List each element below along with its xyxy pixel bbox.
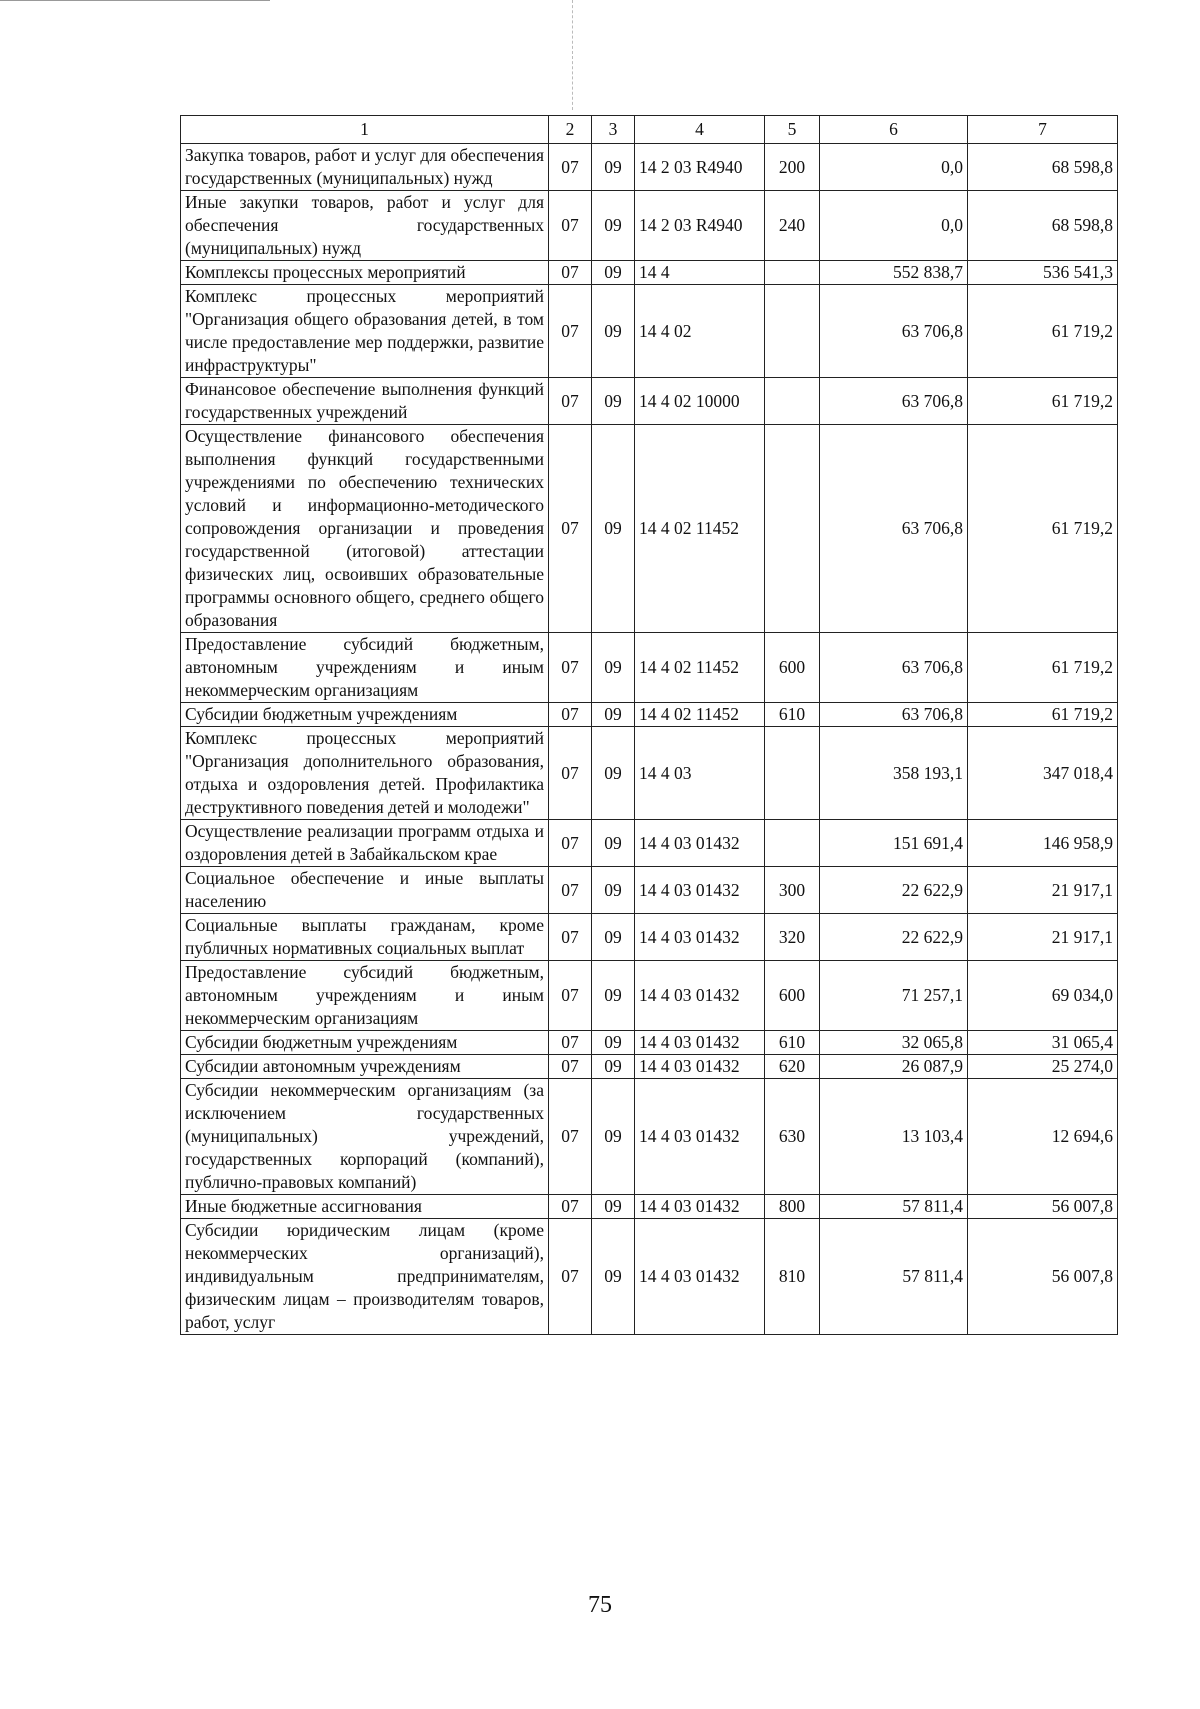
table-row: [181, 285, 1118, 378]
target-article-code: 14 4 03 01432: [635, 1055, 765, 1079]
amount-col-6: 22 622,9: [820, 914, 968, 961]
subsection-code: 09: [592, 1219, 635, 1335]
row-name: Субсидии бюджетным учреждениям: [181, 703, 549, 727]
subsection-code: 09: [592, 425, 635, 633]
row-name: Комплекс процессных мероприятий "Организация дополнительного образования, отдыха и оздоровления детей. Профилактика деструктивного поведения детей и молодежи": [181, 727, 549, 820]
row-name: Комплексы процессных мероприятий: [181, 261, 549, 285]
target-article-code: 14 4 03 01432: [635, 1031, 765, 1055]
section-code: 07: [549, 1195, 592, 1219]
section-code: 07: [549, 261, 592, 285]
target-article-code: 14 4 03 01432: [635, 867, 765, 914]
subsection-code: 09: [592, 727, 635, 820]
target-article-code: 14 4 02 11452: [635, 703, 765, 727]
row-name: Субсидии бюджетным учреждениям: [181, 1031, 549, 1055]
amount-col-7: 347 018,4: [968, 727, 1118, 820]
table-row: [181, 1079, 1118, 1195]
amount-col-6: 13 103,4: [820, 1079, 968, 1195]
amount-col-6: 358 193,1: [820, 727, 968, 820]
amount-col-7: 56 007,8: [968, 1195, 1118, 1219]
table-row: [181, 867, 1118, 914]
target-article-code: 14 4 02 11452: [635, 633, 765, 703]
subsection-code: 09: [592, 1195, 635, 1219]
amount-col-7: 56 007,8: [968, 1219, 1118, 1335]
budget-table: [180, 115, 1118, 1335]
amount-col-6: 57 811,4: [820, 1219, 968, 1335]
amount-col-7: 61 719,2: [968, 378, 1118, 425]
row-name: Субсидии юридическим лицам (кроме некоммерческих организаций), индивидуальным предпринимателям, физическим лицам – производителям товаров, работ, услуг: [181, 1219, 549, 1335]
amount-col-7: 25 274,0: [968, 1055, 1118, 1079]
amount-col-7: 146 958,9: [968, 820, 1118, 867]
target-article-code: 14 4: [635, 261, 765, 285]
section-code: 07: [549, 727, 592, 820]
section-code: 07: [549, 961, 592, 1031]
amount-col-7: 31 065,4: [968, 1031, 1118, 1055]
target-article-code: 14 2 03 R4940: [635, 144, 765, 191]
expense-type-code: 610: [765, 703, 820, 727]
expense-type-code: 200: [765, 144, 820, 191]
expense-type-code: [765, 378, 820, 425]
page-number: 75: [588, 1592, 612, 1618]
row-name: Финансовое обеспечение выполнения функций государственных учреждений: [181, 378, 549, 425]
amount-col-6: 0,0: [820, 191, 968, 261]
subsection-code: 09: [592, 820, 635, 867]
row-name: Предоставление субсидий бюджетным, автономным учреждениям и иным некоммерческим организациям: [181, 633, 549, 703]
section-code: 07: [549, 703, 592, 727]
amount-col-6: 32 065,8: [820, 1031, 968, 1055]
section-code: 07: [549, 867, 592, 914]
scan-edge-line: [0, 0, 270, 1]
target-article-code: 14 4 03: [635, 727, 765, 820]
row-name: Осуществление реализации программ отдыха и оздоровления детей в Забайкальском крае: [181, 820, 549, 867]
amount-col-6: 63 706,8: [820, 633, 968, 703]
expense-type-code: [765, 425, 820, 633]
row-name: Субсидии некоммерческим организациям (за исключением государственных (муниципальных) учреждений, государственных корпораций (компаний), публично-правовых компаний): [181, 1079, 549, 1195]
header-col-5: 5: [765, 116, 820, 144]
target-article-code: 14 4 03 01432: [635, 1079, 765, 1195]
table-row: [181, 1195, 1118, 1219]
header-col-6: 6: [820, 116, 968, 144]
header-col-4: 4: [635, 116, 765, 144]
subsection-code: 09: [592, 1055, 635, 1079]
amount-col-7: 21 917,1: [968, 914, 1118, 961]
section-code: 07: [549, 144, 592, 191]
target-article-code: 14 4 03 01432: [635, 914, 765, 961]
row-name: Социальные выплаты гражданам, кроме публичных нормативных социальных выплат: [181, 914, 549, 961]
amount-col-7: 536 541,3: [968, 261, 1118, 285]
section-code: 07: [549, 378, 592, 425]
amount-col-7: 61 719,2: [968, 703, 1118, 727]
amount-col-7: 68 598,8: [968, 191, 1118, 261]
section-code: 07: [549, 820, 592, 867]
amount-col-6: 22 622,9: [820, 867, 968, 914]
amount-col-6: 63 706,8: [820, 425, 968, 633]
header-col-1: 1: [181, 116, 549, 144]
expense-type-code: 300: [765, 867, 820, 914]
expense-type-code: 320: [765, 914, 820, 961]
subsection-code: 09: [592, 261, 635, 285]
expense-type-code: [765, 820, 820, 867]
target-article-code: 14 4 02 10000: [635, 378, 765, 425]
header-col-7: 7: [968, 116, 1118, 144]
expense-type-code: 610: [765, 1031, 820, 1055]
amount-col-7: 61 719,2: [968, 285, 1118, 378]
table-row: [181, 914, 1118, 961]
row-name: Комплекс процессных мероприятий "Организация общего образования детей, в том числе предоставление мер поддержки, развитие инфраструктуры": [181, 285, 549, 378]
target-article-code: 14 2 03 R4940: [635, 191, 765, 261]
amount-col-7: 68 598,8: [968, 144, 1118, 191]
expense-type-code: [765, 285, 820, 378]
subsection-code: 09: [592, 285, 635, 378]
amount-col-7: 21 917,1: [968, 867, 1118, 914]
expense-type-code: 620: [765, 1055, 820, 1079]
table-row: [181, 378, 1118, 425]
expense-type-code: 600: [765, 633, 820, 703]
target-article-code: 14 4 03 01432: [635, 820, 765, 867]
table-row: [181, 1055, 1118, 1079]
expense-type-code: 800: [765, 1195, 820, 1219]
table-row: [181, 1031, 1118, 1055]
table-row: [181, 1219, 1118, 1335]
amount-col-6: 151 691,4: [820, 820, 968, 867]
amount-col-6: 57 811,4: [820, 1195, 968, 1219]
expense-type-code: [765, 727, 820, 820]
table-row: [181, 703, 1118, 727]
header-row: [181, 116, 1118, 144]
amount-col-6: 63 706,8: [820, 285, 968, 378]
section-code: 07: [549, 1055, 592, 1079]
section-code: 07: [549, 1031, 592, 1055]
table-row: [181, 261, 1118, 285]
row-name: Предоставление субсидий бюджетным, автономным учреждениям и иным некоммерческим организациям: [181, 961, 549, 1031]
row-name: Субсидии автономным учреждениям: [181, 1055, 549, 1079]
amount-col-7: 69 034,0: [968, 961, 1118, 1031]
expense-type-code: [765, 261, 820, 285]
subsection-code: 09: [592, 914, 635, 961]
target-article-code: 14 4 03 01432: [635, 1195, 765, 1219]
amount-col-6: 26 087,9: [820, 1055, 968, 1079]
section-code: 07: [549, 285, 592, 378]
fold-mark: [572, 0, 573, 110]
row-name: Социальное обеспечение и иные выплаты населению: [181, 867, 549, 914]
section-code: 07: [549, 425, 592, 633]
amount-col-7: 61 719,2: [968, 425, 1118, 633]
amount-col-6: 0,0: [820, 144, 968, 191]
table-row: [181, 425, 1118, 633]
row-name: Закупка товаров, работ и услуг для обеспечения государственных (муниципальных) нужд: [181, 144, 549, 191]
section-code: 07: [549, 191, 592, 261]
row-name: Иные закупки товаров, работ и услуг для обеспечения государственных (муниципальных) нужд: [181, 191, 549, 261]
subsection-code: 09: [592, 633, 635, 703]
row-name: Иные бюджетные ассигнования: [181, 1195, 549, 1219]
expense-type-code: 240: [765, 191, 820, 261]
amount-col-7: 61 719,2: [968, 633, 1118, 703]
expense-type-code: 600: [765, 961, 820, 1031]
section-code: 07: [549, 1219, 592, 1335]
subsection-code: 09: [592, 191, 635, 261]
amount-col-6: 63 706,8: [820, 703, 968, 727]
row-name: Осуществление финансового обеспечения выполнения функций государственными учреждениями по обеспечению технических условий и информационно-методического сопровождения организации и проведения государственной (итоговой) аттестации физических лиц, освоивших образовательные программы основного общего, среднего общего образования: [181, 425, 549, 633]
section-code: 07: [549, 914, 592, 961]
section-code: 07: [549, 1079, 592, 1195]
header-col-2: 2: [549, 116, 592, 144]
amount-col-7: 12 694,6: [968, 1079, 1118, 1195]
target-article-code: 14 4 02 11452: [635, 425, 765, 633]
subsection-code: 09: [592, 867, 635, 914]
subsection-code: 09: [592, 1079, 635, 1195]
amount-col-6: 71 257,1: [820, 961, 968, 1031]
amount-col-6: 552 838,7: [820, 261, 968, 285]
header-col-3: 3: [592, 116, 635, 144]
table-row: [181, 144, 1118, 191]
subsection-code: 09: [592, 961, 635, 1031]
subsection-code: 09: [592, 378, 635, 425]
target-article-code: 14 4 02: [635, 285, 765, 378]
table-row: [181, 961, 1118, 1031]
table-row: [181, 633, 1118, 703]
target-article-code: 14 4 03 01432: [635, 961, 765, 1031]
table-row: [181, 191, 1118, 261]
subsection-code: 09: [592, 1031, 635, 1055]
target-article-code: 14 4 03 01432: [635, 1219, 765, 1335]
subsection-code: 09: [592, 703, 635, 727]
table-row: [181, 727, 1118, 820]
table-row: [181, 820, 1118, 867]
expense-type-code: 810: [765, 1219, 820, 1335]
section-code: 07: [549, 633, 592, 703]
subsection-code: 09: [592, 144, 635, 191]
amount-col-6: 63 706,8: [820, 378, 968, 425]
expense-type-code: 630: [765, 1079, 820, 1195]
